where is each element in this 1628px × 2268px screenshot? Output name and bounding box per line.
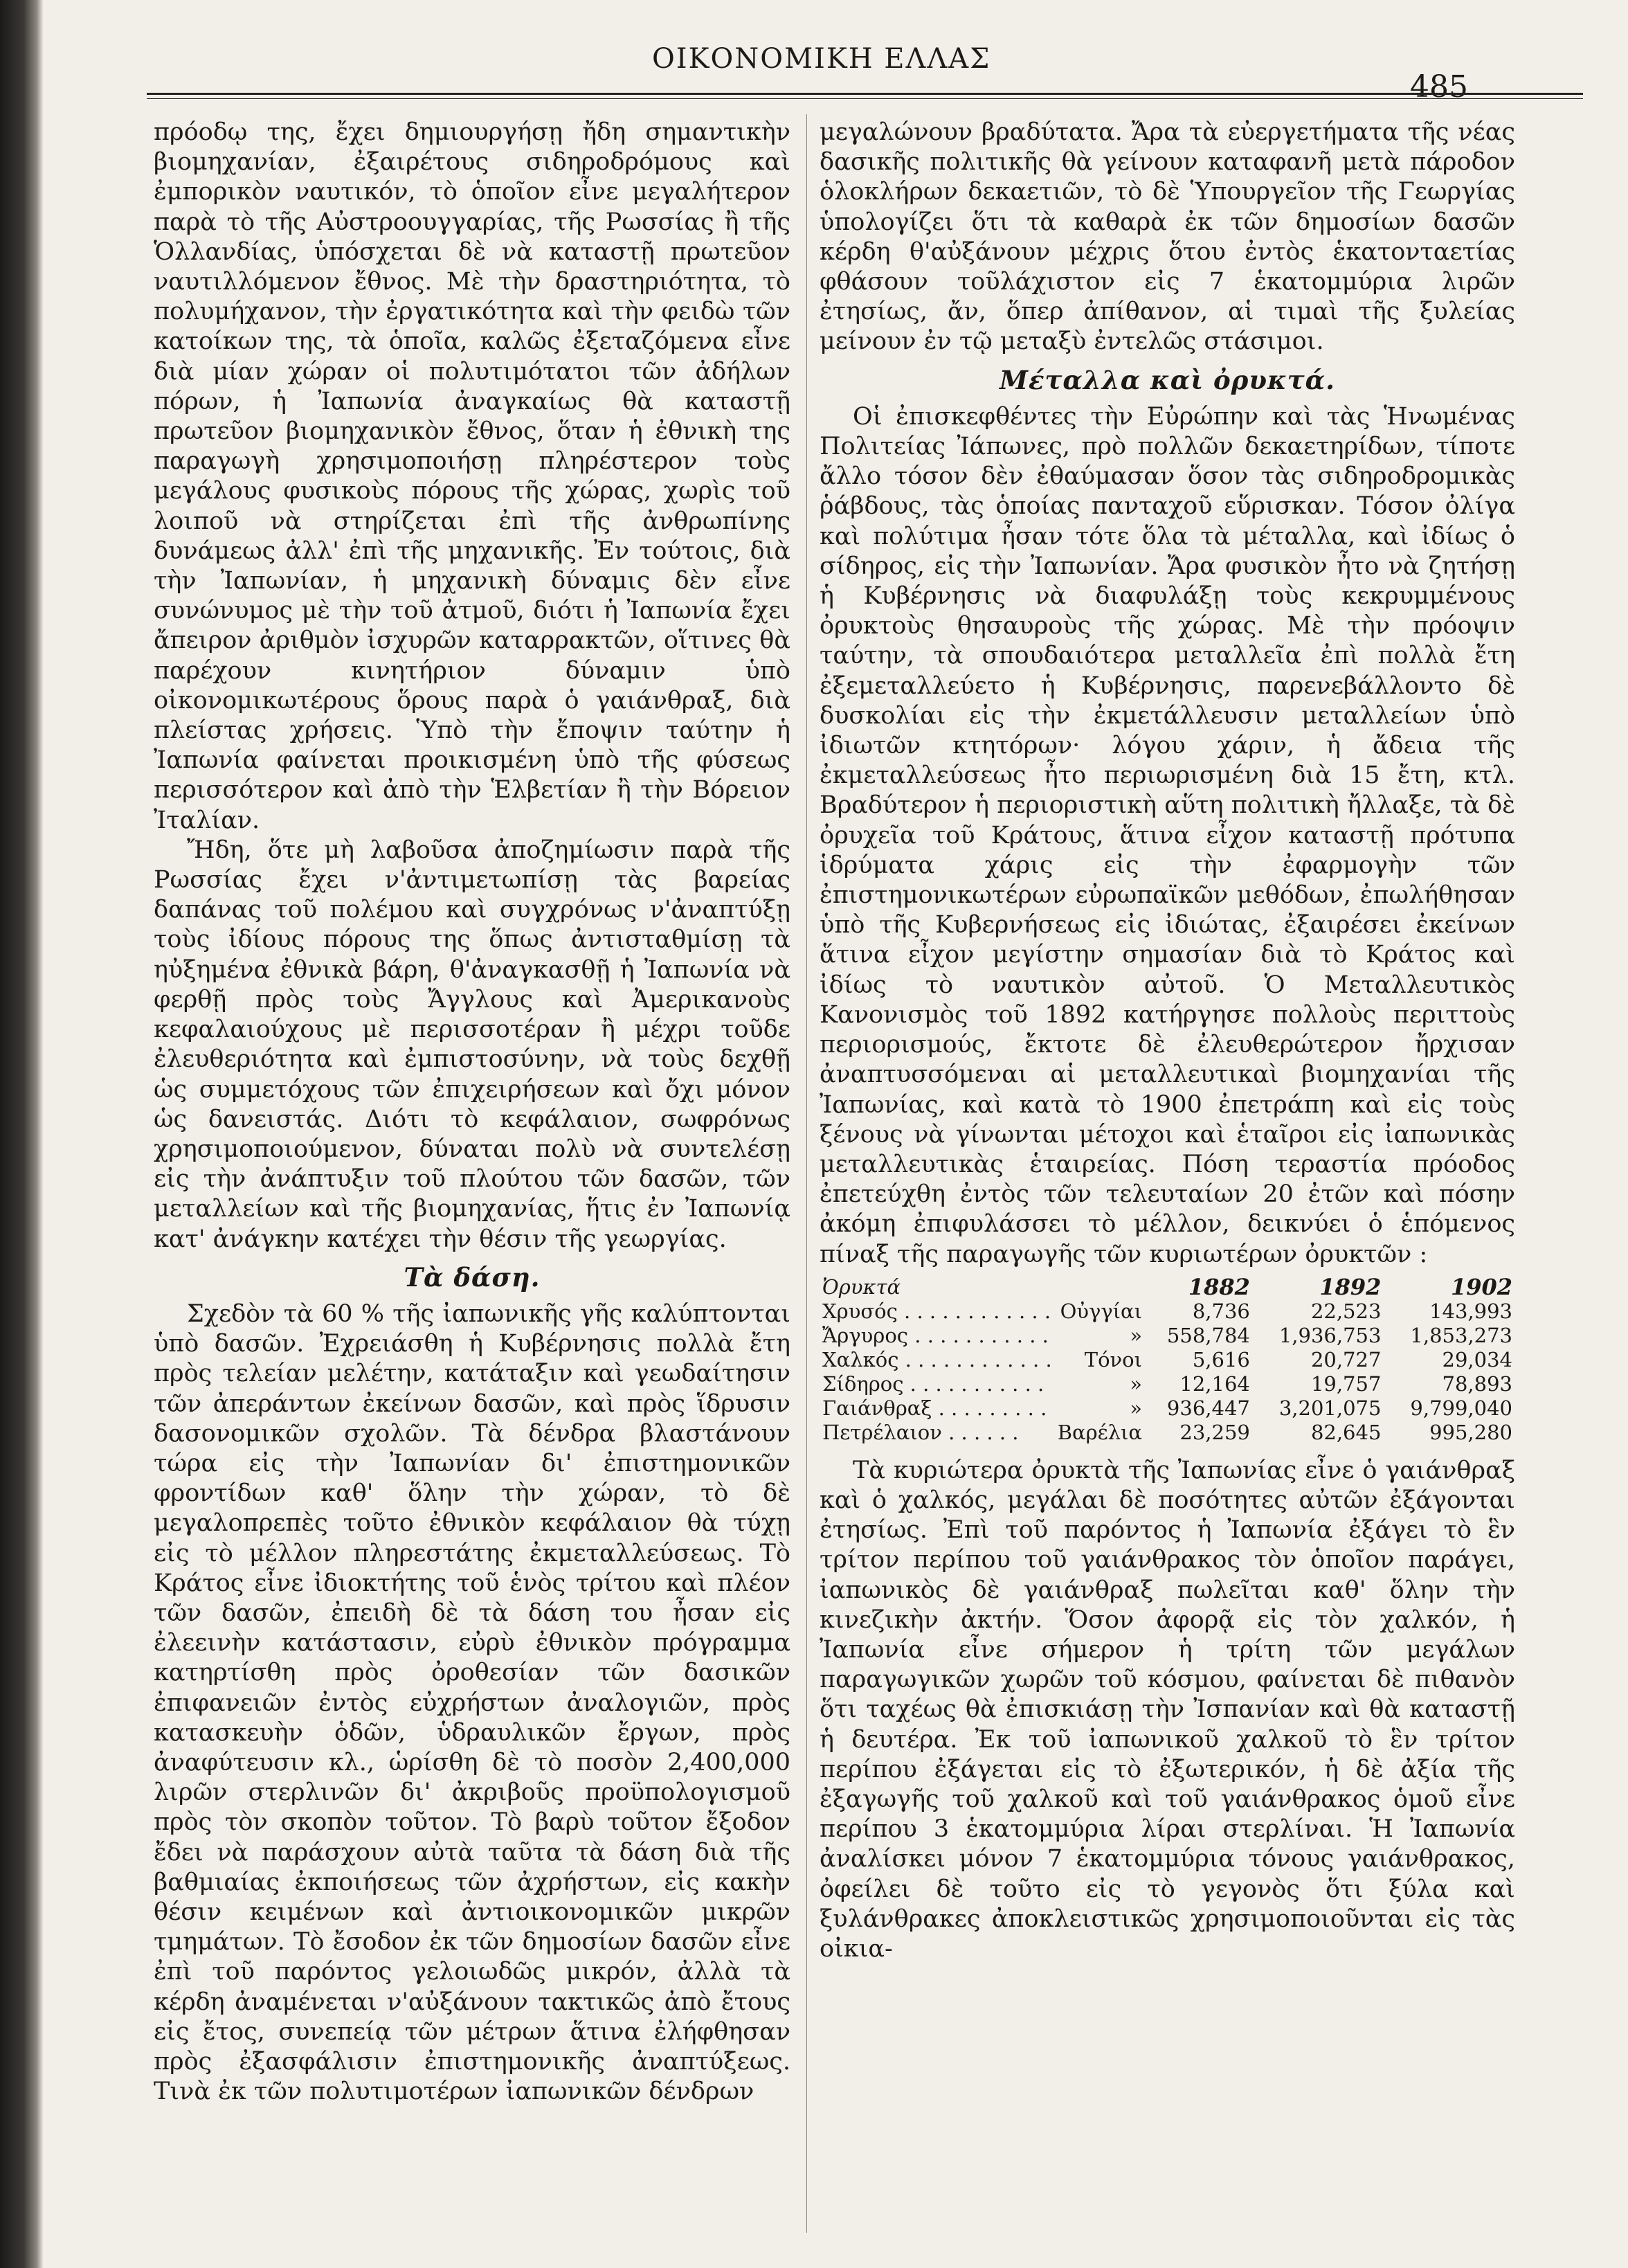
value-1892: 20,727: [1310, 1347, 1382, 1371]
paragraph: Τὰ κυριώτερα ὀρυκτὰ τῆς Ἰαπωνίας εἶνε ὁ γαιάνθραξ καὶ ὁ χαλκός, μεγάλαι δὲ ποσότητες αὐτῶν ἐξάγονται ἐτησίως. Ἐπὶ τοῦ παρόντος ἡ Ἰαπωνία ἐξάγει τὸ ἓν τρίτον περίπου τοῦ γαιάνθρακος τὸν ὁποῖον παράγει, ἰαπωνικὸς δὲ γαιάνθραξ πωλεῖται καθ' ὅλην τὴν κινεζικὴν ἀκτήν. Ὅσον ἀφορᾷ εἰς τὸν χαλκόν, ἡ Ἰαπωνία εἶνε σήμερον ἡ τρίτη τῶν μεγάλων παραγωγικῶν χωρῶν τοῦ κόσμου, φαίνεται δὲ πιθανὸν ὅτι ταχέως θὰ ἐπισκιάσῃ τὴν Ἰσπανίαν καὶ θὰ καταστῇ ἡ δευτέρα. Ἐκ τοῦ ἰαπωνικοῦ χαλκοῦ τὸ ἓν τρίτον περίπου ἐξάγεται εἰς τὸ ἐξωτερικόν, ἡ δὲ ἀξία τῆς ἐξαγωγῆς τοῦ χαλκοῦ καὶ τοῦ γαιάνθρακος ὁμοῦ εἶνε περίπου 3 ἑκατομμύρια λίραι στερλίναι. Ἡ Ἰαπωνία ἀναλίσκει μόνον 7 ἑκατομμύρια τόνους γαιάνθρακος, ὀφείλει δὲ τοῦτο εἰς τὸ γεγονὸς ὅτι ξύλα καὶ ξυλάνθρακες ἀποκλειστικῶς χρησιμοποιοῦνται εἰς τὰς οἰκια-: [820, 1456, 1515, 1963]
header-rule: [147, 93, 1583, 95]
table-row: [820, 1324, 1515, 1348]
column-header-year: 1892: [1319, 1273, 1382, 1300]
table-row: [820, 1421, 1515, 1445]
unit: »: [1130, 1323, 1142, 1347]
book-binding-shadow: [0, 0, 43, 2268]
value-1902: 995,280: [1429, 1420, 1512, 1444]
mineral-name: Πετρέλαιον . . . . . .: [822, 1420, 1019, 1444]
value-1882: 12,164: [1179, 1371, 1250, 1396]
mineral-name: Χαλκός . . . . . . . . . . . .: [822, 1347, 1052, 1371]
paragraph: πρόοδῳ της, ἔχει δημιουργήσῃ ἤδη σημαντικὴν βιομηχανίαν, ἐξαιρέτους σιδηροδρόμους καὶ ἐμπορικὸν ναυτικόν, τὸ ὁποῖον εἶνε μεγαλήτερον παρὰ τὸ τῆς Αὐστροουγγαρίας, τῆς Ρωσσίας ἢ τῆς Ὁλλανδίας, ὑπόσχεται δὲ νὰ καταστῇ πρωτεῦον ναυτιλλόμενον ἔθνος. Μὲ τὴν δραστηριότητα, τὸ πολυμήχανον, τὴν ἐργατικότητα καὶ τὴν φειδὼ τῶν κατοίκων της, τὰ ὁποῖα, καλῶς ἐξεταζόμενα εἶνε διὰ μίαν χώραν οἱ πολυτιμότατοι τῶν ἀδήλων πόρων, ἡ Ἰαπωνία ἀναγκαίως θὰ καταστῇ πρωτεῦον βιομηχανικὸν ἔθνος, ὅταν ἡ ἐθνικὴ της παραγωγὴ χρησιμοποιήσῃ πληρέστερον τοὺς μεγάλους φυσικοὺς πόρους τῆς χώρας, χωρὶς τοῦ λοιποῦ νὰ στηρίζεται ἐπὶ τῆς ἀνθρωπίνης δυνάμεως ἀλλ' ἐπὶ τῆς μηχανικῆς. Ἐν τούτοις, διὰ τὴν Ἰαπωνίαν, ἡ μηχανικὴ δύναμις δὲν εἶνε συνώνυμος μὲ τὴν τοῦ ἀτμοῦ, διότι ἡ Ἰαπωνία ἔχει ἄπειρον ἀριθμὸν ἰσχυρῶν καταρρακτῶν, οἵτινες θὰ παρέχουν κινητήριον δύναμιν ὑπὸ οἰκονομικωτέρους ὅρους παρὰ ὁ γαιάνθραξ, διὰ πλείστας χρήσεις. Ὑπὸ τὴν ἔποψιν ταύτην ἡ Ἰαπωνία φαίνεται προικισμένη ὑπὸ τῆς φύσεως περισσότερον καὶ ἀπὸ τὴν Ἑλβετίαν ἢ τὴν Βόρειον Ἰταλίαν.: [154, 118, 790, 834]
value-1892: 19,757: [1310, 1371, 1382, 1396]
mineral-name: Χρυσός . . . . . . . . . . . .: [822, 1299, 1051, 1323]
table-header-row: [820, 1275, 1515, 1299]
left-column: [154, 118, 790, 2107]
mineral-name: Γαιάνθραξ . . . . . . . . .: [822, 1396, 1047, 1420]
unit: Οὐγγίαι: [1060, 1299, 1142, 1323]
value-1882: 936,447: [1166, 1396, 1250, 1420]
paragraph: Σχεδὸν τὰ 60 % τῆς ἰαπωνικῆς γῆς καλύπτονται ὑπὸ δασῶν. Ἐχρειάσθη ἡ Κυβέρνησις πολλὰ ἔτη πρὸς τελείαν μελέτην, κατάταξιν καὶ γεωδαίτησιν τῶν ἀπεράντων ἐκείνων δασῶν, καὶ πρὸς ἵδρυσιν δασονομικῶν σχολῶν. Τὰ δένδρα βλαστάνουν τώρα εἰς τὴν Ἰαπωνίαν δι' ἐπιστημονικῶν φροντίδων καθ' ὅλην τὴν χώραν, τὸ δὲ μεγαλοπρεπὲς τοῦτο ἐθνικὸν κεφάλαιον θὰ τύχῃ εἰς τὸ μέλλον πληρεστάτης ἐκμεταλλεύσεως. Τὸ Κράτος εἶνε ἰδιοκτήτης τοῦ ἑνὸς τρίτου καὶ πλέον τῶν δασῶν, ἐπειδὴ δὲ τὰ δάση του ἦσαν εἰς ἐλεεινὴν κατάστασιν, εὐρὺ ἐθνικὸν πρόγραμμα κατηρτίσθη πρὸς ὀροθεσίαν τῶν δασικῶν ἐπιφανειῶν ἐντὸς εὐχρήστων ἀναλογιῶν, πρὸς κατασκευὴν ὁδῶν, ὑδραυλικῶν ἔργων, πρὸς ἀναφύτευσιν κλ., ὡρίσθη δὲ τὸ ποσὸν 2,400,000 λιρῶν στερλινῶν δι' ἀκριβοῦς προϋπολογισμοῦ πρὸς τὸν σκοπὸν τοῦτον. Τὸ βαρὺ τοῦτον ἔξοδον ἔδει νὰ παράσχουν αὐτὰ ταῦτα τὰ δάση διὰ τῆς βαθμιαίας ἐκποιήσεως τῶν ἀχρήστων, εἰς κακὴν θέσιν κειμένων καὶ ἀντιοικονομικῶν μικρῶν τμημάτων. Τὸ ἔσοδον ἐκ τῶν δημοσίων δασῶν εἶνε ἐπὶ τοῦ παρόντος γελοιωδῶς μικρόν, ἀλλὰ τὰ κέρδη ἀναμένεται ν'αὐξάνουν τακτικῶς ἀπὸ ἔτους εἰς ἔτος, συνεπείᾳ τῶν μέτρων ἅτινα ἐλήφθησαν πρὸς ἐξασφάλισιν ἐπιστημονικῆς ἀναπτύξεως. Τινὰ ἐκ τῶν πολυτιμοτέρων ἰαπωνικῶν δένδρων: [154, 1299, 790, 2106]
value-1882: 5,616: [1192, 1347, 1250, 1371]
column-header-year: 1882: [1188, 1273, 1250, 1300]
mineral-production-table: [820, 1275, 1515, 1445]
value-1882: 8,736: [1192, 1299, 1250, 1323]
column-header-year: 1902: [1450, 1273, 1512, 1300]
table-row: [820, 1348, 1515, 1372]
column-header-minerals: Ὀρυκτά: [822, 1275, 901, 1299]
value-1902: 78,893: [1442, 1371, 1512, 1396]
value-1892: 82,645: [1310, 1420, 1382, 1444]
value-1892: 3,201,075: [1278, 1396, 1382, 1420]
mineral-name: Σίδηρος . . . . . . . . . . .: [822, 1371, 1044, 1396]
section-title-metals: Μέταλλα καὶ ὀρυκτά.: [1000, 364, 1335, 395]
table-row: [820, 1396, 1515, 1421]
column-header-unit: [1055, 1275, 1145, 1299]
unit: Βαρέλια: [1057, 1420, 1142, 1444]
unit: Τόνοι: [1084, 1347, 1142, 1371]
paragraph: Ἤδη, ὅτε μὴ λαβοῦσα ἀποζημίωσιν παρὰ τῆς Ρωσσίας ἔχει ν'ἀντιμετωπίσῃ τὰς βαρείας δαπάνας τοῦ πολέμου καὶ συγχρόνως ν'ἀναπτύξῃ τοὺς ἰδίους πόρους της ὅπως ἀντισταθμίσῃ τὰ ηὐξημένα ἐθνικὰ βάρη, θ'ἀναγκασθῇ ἡ Ἰαπωνία νὰ φερθῇ πρὸς τοὺς Ἄγγλους καὶ Ἀμερικανοὺς κεφαλαιούχους μὲ περισσοτέραν ἢ μέχρι τοῦδε ἐλευθεριότητα καὶ ἐμπιστοσύνην, νὰ τοὺς δεχθῇ ὡς συμμετόχους τῶν ἐπιχειρήσεων καὶ ὄχι μόνον ὡς δανειστάς. Διότι τὸ κεφάλαιον, σωφρόνως χρησιμοποιούμενον, δύναται πολὺ νὰ συντελέσῃ εἰς τὴν ἀνάπτυξιν τοῦ πλούτου τῶν δασῶν, τῶν μεταλλείων καὶ τῆς βιομηχανίας, ἥτις ἐν Ἰαπωνίᾳ κατ' ἀνάγκην κατέχει τὴν θέσιν τῆς γεωργίας.: [154, 836, 790, 1253]
section-title-forests: Τὰ δάση.: [404, 1261, 541, 1293]
unit: »: [1130, 1371, 1142, 1396]
value-1892: 22,523: [1310, 1299, 1382, 1323]
right-column: [820, 118, 1515, 1964]
table-row: [820, 1299, 1515, 1324]
running-head: ΟΙΚΟΝΟΜΙΚΗ ΕΛΛΑΣ: [652, 43, 991, 75]
value-1902: 1,853,273: [1410, 1323, 1512, 1347]
page-number: 485: [1410, 69, 1468, 105]
value-1902: 143,993: [1429, 1299, 1512, 1323]
value-1882: 23,259: [1179, 1420, 1250, 1444]
page: [43, 0, 1628, 2268]
paragraph: μεγαλώνουν βραδύτατα. Ἄρα τὰ εὐεργετήματα τῆς νέας δασικῆς πολιτικῆς θὰ γείνουν καταφανῆ μετὰ πάροδον ὁλοκλήρων δεκαετιῶν, τὸ δὲ Ὑπουργεῖον τῆς Γεωργίας ὑπολογίζει ὅτι τὰ καθαρὰ ἐκ τῶν δημοσίων δασῶν κέρδη θ'αὐξάνουν μέχρις ὅτου ἐντὸς ἑκατονταετίας φθάσουν τοῦλάχιστον εἰς 7 ἑκατομμύρια λιρῶν ἐτησίως, ἄν, ὅπερ ἀπίθανον, αἱ τιμαὶ τῆς ξυλείας μείνουν ἐν τῷ μεταξὺ ἐντελῶς στάσιμοι.: [820, 118, 1515, 356]
column-divider: [806, 114, 807, 2233]
value-1902: 29,034: [1442, 1347, 1512, 1371]
table-row: [820, 1372, 1515, 1396]
value-1892: 1,936,753: [1278, 1323, 1382, 1347]
header-rule-thin: [147, 98, 1583, 99]
paragraph: Οἱ ἐπισκεφθέντες τὴν Εὐρώπην καὶ τὰς Ἡνωμένας Πολιτείας Ἰάπωνες, πρὸ πολλῶν δεκαετηρίδων, τίποτε ἄλλο τόσον δὲν ἐθαύμασαν ὅσον τὰς σιδηροδρομικὰς ῥάβδους, τὰς ὁποίας πανταχοῦ εὕρισκαν. Τόσον ὀλίγα καὶ πολύτιμα ἦσαν τότε ὅλα τὰ μέταλλα, καὶ ἰδίως ὁ σίδηρος, εἰς τὴν Ἰαπωνίαν. Ἄρα φυσικὸν ἦτο νὰ ζητήσῃ ἡ Κυβέρνησις νὰ διαφυλάξῃ τοὺς κεκρυμμένους ὀρυκτοὺς θησαυροὺς τῆς χώρας. Μὲ τὴν πρόοψιν ταύτην, τὰ σπουδαιότερα μεταλλεῖα ἐπὶ πολλὰ ἔτη ἐξεμεταλλεύετο ἡ Κυβέρνησις, παρενεβάλλοντο δὲ δυσκολίαι εἰς τὴν ἐκμετάλλευσιν μεταλλείων ὑπὸ ἰδιωτῶν κτητόρων· λόγου χάριν, ἡ ἄδεια τῆς ἐκμεταλλεύσεως ἦτο περιωρισμένη διὰ 15 ἔτη, κτλ. Βραδύτερον ἡ περιοριστικὴ αὕτη πολιτικὴ ἤλλαξε, τὰ δὲ ὀρυχεῖα τοῦ Κράτους, ἅτινα εἶχον καταστῇ πρότυπα ἱδρύματα χάρις εἰς τὴν ἐφαρμογὴν τῶν ἐπιστημονικωτέρων εὐρωπαϊκῶν μεθόδων, ἐπωλήθησαν ὑπὸ τῆς Κυβερνήσεως εἰς ἰδιώτας, ἐξαιρέσει ἐκείνων ἅτινα εἶχον μεγίστην σημασίαν διὰ τὸ Κράτος καὶ ἰδίως τὸ ναυτικὸν αὐτοῦ. Ὁ Μεταλλευτικὸς Κανονισμὸς τοῦ 1892 κατήργησε πολλοὺς περιττοὺς περιορισμούς, ἔκτοτε δὲ ἐλευθερώτερον ἤρχισαν ἀναπτυσσόμεναι αἱ μεταλλευτικαὶ βιομηχανίαι τῆς Ἰαπωνίας, καὶ κατὰ τὸ 1900 ἐπετράπη καὶ εἰς τοὺς ξένους νὰ γίνωνται μέτοχοι καὶ ἑταῖροι εἰς ἰαπωνικὰς μεταλλευτικὰς ἑταιρείας. Πόση τεραστία πρόοδος ἐπετεύχθη ἐντὸς τῶν τελευταίων 20 ἐτῶν καὶ πόσην ἀκόμη ἐπιφυλάσσει τὸ μέλλον, δεικνύει ὁ ἑπόμενος πίναξ τῆς παραγωγῆς τῶν κυριωτέρων ὀρυκτῶν :: [820, 402, 1515, 1268]
unit: »: [1130, 1396, 1142, 1420]
mineral-name: Ἄργυρος . . . . . . . . . . .: [822, 1323, 1049, 1347]
value-1902: 9,799,040: [1410, 1396, 1512, 1420]
value-1882: 558,784: [1166, 1323, 1250, 1347]
